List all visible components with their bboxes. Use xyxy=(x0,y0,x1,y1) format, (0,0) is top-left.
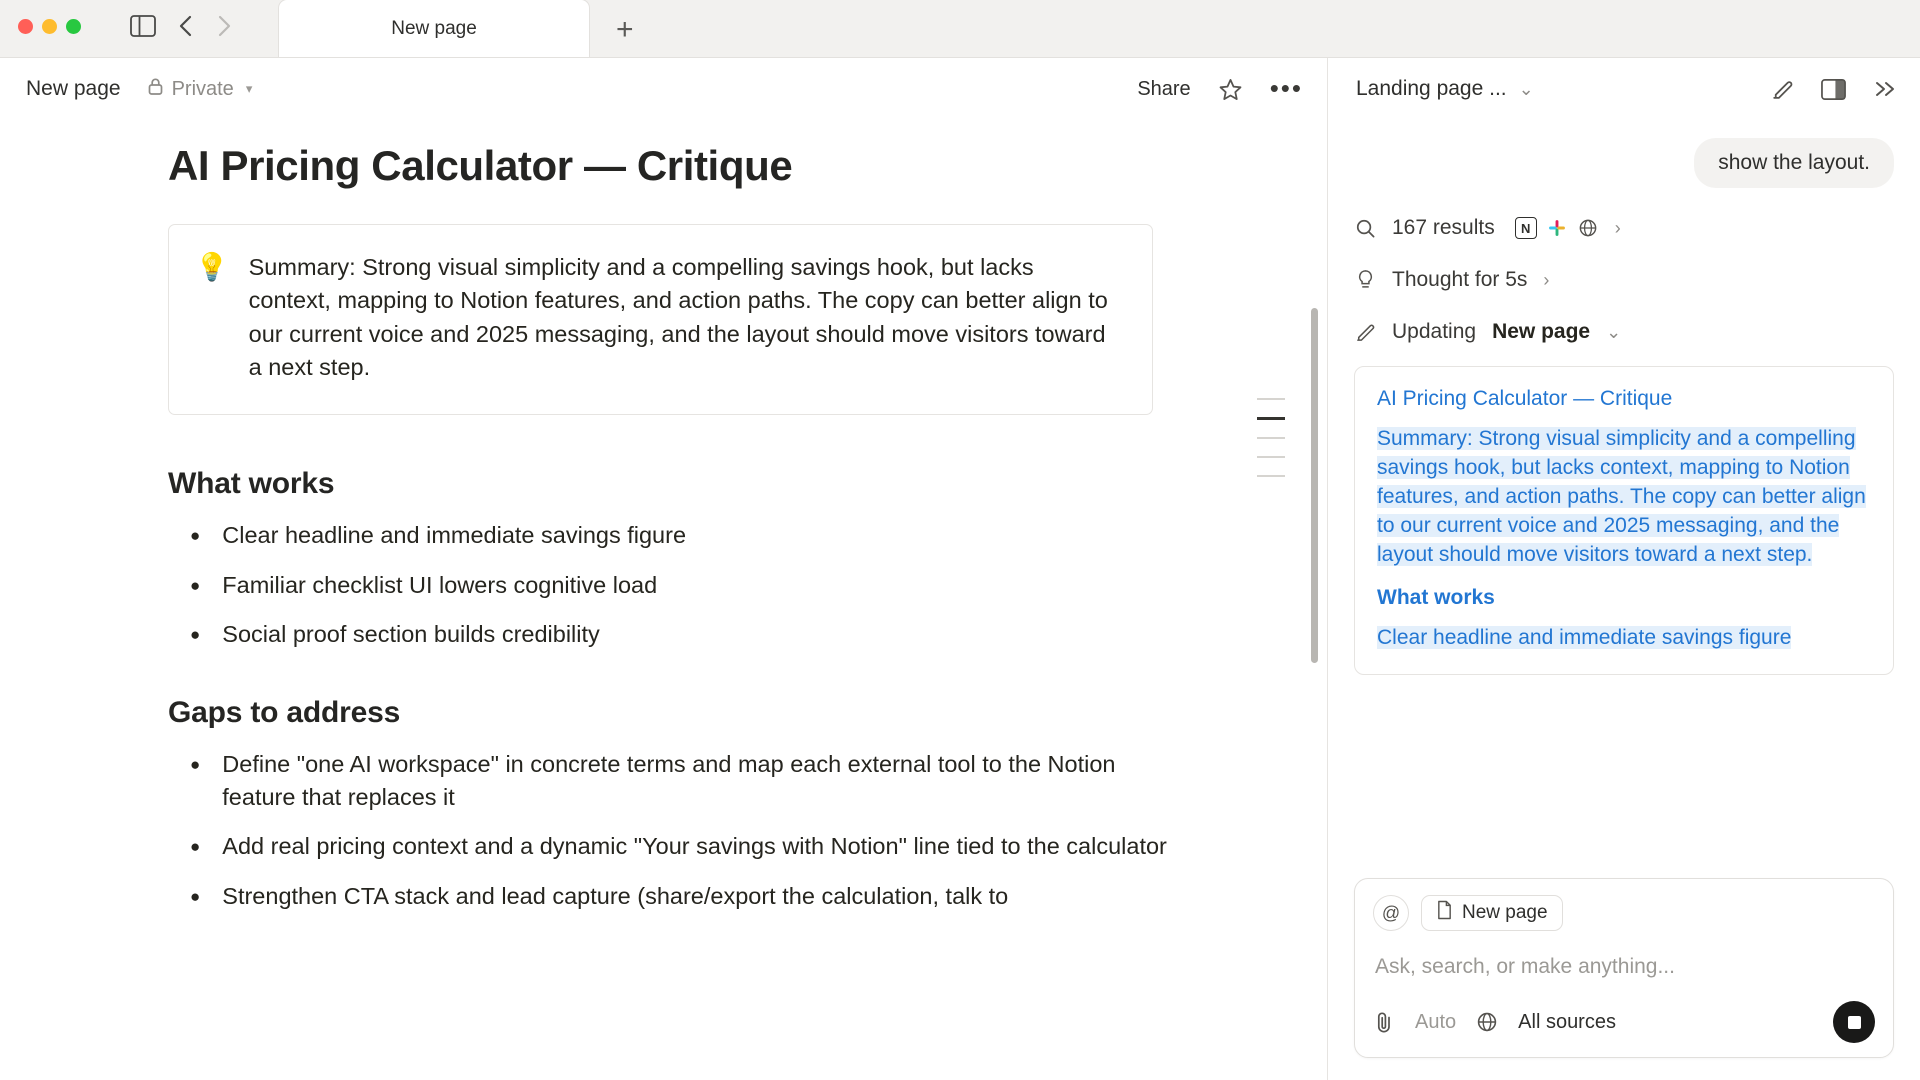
browser-toolbar xyxy=(0,0,1920,58)
sources-selector[interactable]: All sources xyxy=(1518,1010,1616,1033)
section-heading-what-works: What works xyxy=(168,467,335,501)
source-badges xyxy=(1515,217,1599,239)
window-traffic-lights[interactable] xyxy=(18,19,81,34)
gutter-mark xyxy=(1257,475,1285,477)
context-chip-label: New page xyxy=(1462,902,1548,923)
document-toolbar-actions xyxy=(1137,73,1303,104)
preview-title: AI Pricing Calculator — Critique xyxy=(1377,387,1673,410)
user-message-bubble: show the layout. xyxy=(1694,138,1894,188)
tab-label: New page xyxy=(391,17,477,39)
list-item-text: Add real pricing context and a dynamic "Your savings with Notion" line tied to the calculator xyxy=(222,833,1167,860)
share-button[interactable]: Share xyxy=(1137,77,1191,100)
globe-icon xyxy=(1577,217,1599,239)
edit-preview-card xyxy=(1354,366,1894,675)
updating-prefix: Updating xyxy=(1392,320,1477,343)
bullet-icon: ● xyxy=(190,575,201,595)
main-body xyxy=(0,58,1920,1080)
minimize-window-button[interactable] xyxy=(42,19,57,34)
ai-side-panel xyxy=(1328,58,1920,1080)
bullet-icon: ● xyxy=(190,837,201,857)
list-item xyxy=(168,748,1178,815)
thought-row[interactable] xyxy=(1354,268,1894,292)
gutter-mark xyxy=(1257,437,1285,439)
page-title: AI Pricing Calculator — Critique xyxy=(168,142,793,189)
bullet-icon: ● xyxy=(190,625,201,645)
list-item xyxy=(168,569,1178,602)
gaps-list xyxy=(168,748,1327,913)
bullet-icon: ● xyxy=(190,526,201,546)
more-options-button[interactable]: ••• xyxy=(1269,73,1303,104)
thought-label: Thought for 5s xyxy=(1392,268,1528,291)
favorite-star-icon[interactable] xyxy=(1218,77,1243,102)
preview-heading: What works xyxy=(1377,585,1495,609)
section-heading-gaps: Gaps to address xyxy=(168,695,401,729)
results-count-label: 167 results xyxy=(1392,216,1495,239)
new-chat-icon[interactable] xyxy=(1770,77,1795,102)
stop-button[interactable] xyxy=(1833,1001,1875,1043)
lightbulb-icon: 💡 xyxy=(195,252,229,282)
back-arrow-icon[interactable] xyxy=(178,14,194,38)
bullet-icon: ● xyxy=(190,754,201,774)
ai-chat-title[interactable]: Landing page ... xyxy=(1356,77,1507,100)
list-item xyxy=(168,830,1178,863)
list-item-text: Strengthen CTA stack and lead capture (share/export the calculation, talk to xyxy=(222,882,1009,909)
chevron-down-icon[interactable]: ⌄ xyxy=(1518,78,1534,99)
ai-composer[interactable] xyxy=(1354,878,1894,1058)
chevron-right-icon[interactable]: › xyxy=(1543,269,1550,290)
composer-actions xyxy=(1373,1001,1875,1043)
document-toolbar xyxy=(0,58,1327,120)
ai-panel-actions xyxy=(1770,77,1898,102)
document-content xyxy=(0,120,1327,913)
gutter-mark xyxy=(1257,398,1285,400)
preview-paragraph-wrap xyxy=(1377,425,1871,570)
list-item-text: Define "one AI workspace" in concrete terms and map each external tool to the Notion feature that replaces it xyxy=(222,750,1116,810)
updating-row[interactable] xyxy=(1354,320,1894,344)
attach-icon[interactable] xyxy=(1373,1010,1395,1034)
context-chip-new-page[interactable] xyxy=(1421,895,1563,931)
gutter-mark xyxy=(1257,456,1285,458)
callout-text: Summary: Strong visual simplicity and a compelling savings hook, but lacks context, mapping to Notion features, and action paths. The copy can better align to our current voice and 2025 messaging, and the layout should move visitors toward a next step. xyxy=(248,254,1108,381)
browser-nav-icons xyxy=(130,14,232,38)
forward-arrow-icon xyxy=(216,14,232,38)
chevron-right-icon[interactable]: › xyxy=(1614,217,1621,238)
preview-bullet: Clear headline and immediate savings figure xyxy=(1377,625,1792,649)
list-item-text: Clear headline and immediate savings figure xyxy=(222,522,687,549)
list-item-text: Familiar checklist UI lowers cognitive load xyxy=(222,571,658,598)
chevron-down-icon: ▾ xyxy=(245,81,253,96)
close-window-button[interactable] xyxy=(18,19,33,34)
list-item xyxy=(168,618,1178,651)
expand-chevrons-icon[interactable] xyxy=(1872,78,1898,100)
composer-chips xyxy=(1373,895,1875,931)
block-drag-handles xyxy=(1257,398,1285,477)
list-item-text: Social proof section builds credibility xyxy=(222,621,600,648)
new-tab-button[interactable]: + xyxy=(616,13,634,46)
breadcrumb[interactable]: New page xyxy=(26,77,121,100)
gutter-mark-active[interactable] xyxy=(1257,417,1285,420)
what-works-list xyxy=(168,519,1327,651)
preview-bullet-wrap xyxy=(1377,626,1871,650)
notion-icon: N xyxy=(1515,217,1537,239)
list-item xyxy=(168,519,1178,552)
document-pane xyxy=(0,58,1327,1080)
summary-callout xyxy=(168,224,1153,415)
list-item xyxy=(168,880,1178,913)
mention-button[interactable]: @ xyxy=(1373,895,1409,931)
page-icon xyxy=(1436,900,1453,926)
tab-new-page[interactable] xyxy=(278,0,590,57)
maximize-window-button[interactable] xyxy=(66,19,81,34)
lock-icon xyxy=(147,77,164,102)
slack-icon xyxy=(1546,217,1568,239)
tab-strip xyxy=(278,0,634,57)
document-scrollbar[interactable] xyxy=(1311,308,1318,663)
preview-paragraph: Summary: Strong visual simplicity and a compelling savings hook, but lacks context, mapping to Notion features, and action paths. The copy can better align to our current voice and 2025 messaging, and the layout should move visitors toward a next step. xyxy=(1377,427,1866,566)
pencil-icon xyxy=(1354,322,1376,343)
chevron-down-icon[interactable]: ⌄ xyxy=(1606,321,1622,342)
ai-prompt-input[interactable]: Ask, search, or make anything... xyxy=(1375,955,1675,978)
updating-target: New page xyxy=(1492,320,1591,343)
bullet-icon: ● xyxy=(190,886,201,906)
privacy-label: Private xyxy=(171,77,234,100)
globe-icon[interactable] xyxy=(1476,1011,1498,1033)
search-icon xyxy=(1354,218,1376,239)
sidebar-toggle-icon[interactable] xyxy=(130,15,156,37)
ai-panel-toolbar xyxy=(1328,58,1920,120)
search-results-row[interactable] xyxy=(1354,216,1894,240)
privacy-selector[interactable] xyxy=(147,77,253,102)
stop-square-icon xyxy=(1848,1016,1861,1029)
lightbulb-icon xyxy=(1354,269,1376,291)
model-selector[interactable]: Auto xyxy=(1415,1010,1457,1033)
toggle-panel-icon[interactable] xyxy=(1821,78,1846,101)
ai-conversation xyxy=(1328,120,1920,878)
